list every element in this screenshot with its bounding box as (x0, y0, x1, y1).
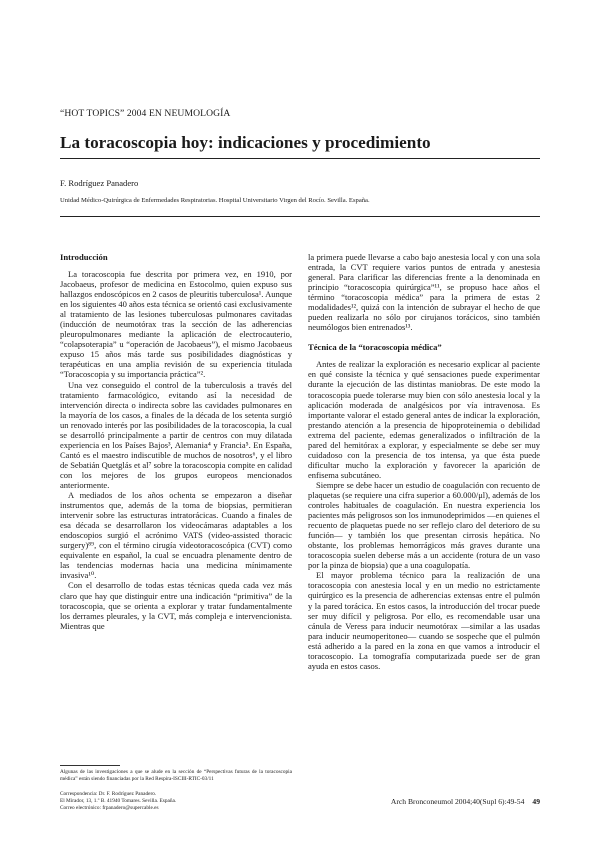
page-number: 49 (532, 797, 540, 806)
right-column (308, 252, 540, 671)
section-heading-introduction: Introducción (60, 252, 108, 262)
paragraph: A mediados de los años ochenta se empezaron a diseñar instrumentos que, además de la toma de biopsias, permitieran intervenir sobre las estructuras intratorácicas. Cuando a finales de esa década se desarrollaron los videocámaras adaptables a los endoscopios surgió el acrónimo VATS (video-assisted thoracic surgery)⁸⁹, con el término cirugía videotoracoscópica (CVT) como equivalente en español, la cual se encuadra plenamente dentro de las tendencias modernas hacia una medicina mínimamente invasiva¹⁰. (60, 490, 292, 581)
funding-footnote: Algunas de las investigaciones a que se alude en la sección de “Perspectivas futuras de la toracoscopia médica” están siendo financiadas por la Red Respira-ISCIII-RTIC-03/11 (60, 769, 292, 782)
correspondence-block (60, 791, 292, 811)
title-rule (60, 158, 540, 159)
paragraph: La toracoscopia fue descrita por primera vez, en 1910, por Jacobaeus, profesor de medicina en Estocolmo, quien expuso sus hallazgos endoscópicos en 2 casos de pleuritis tuberculosa¹. Aunque en los siguientes 40 años esta técnica se orientó casi exclusivamente al tratamiento de las lesiones tuberculosas pulmonares cavitadas (inducción de neumotórax tras la sección de las adherencias pleuropulmonares mediante la aplicación de electrocauterio, “colapsoterapia” u “operación de Jacobaeus”), el mismo Jacobaeus expuso 15 años más tarde sus posibilidades diagnósticas y terapéuticas en una amplia revisión de su experiencia titulada “Toracoscopia y su importancia práctica”². (60, 269, 292, 380)
journal-footer (391, 797, 540, 806)
section-label: “HOT TOPICS” 2004 EN NEUMOLOGÍA (60, 108, 231, 119)
paragraph: Con el desarrollo de todas estas técnicas queda cada vez más claro que hay que distinguir entre una indicación “primitiva” de la toracoscopia, que se orienta a explorar y tratar fundamentalmente los derrames pleurales, y la CVT, más compleja e intervencionista. Mientras que (60, 580, 292, 631)
correspondence-email: Correo electrónico: frpanadero@supercable.es (60, 804, 159, 811)
author-affiliation: Unidad Médico-Quirúrgica de Enfermedades Respiratorias. Hospital Universitario Virgen del Rocío. Sevilla. España. (60, 197, 370, 204)
article-title: La toracoscopia hoy: indicaciones y procedimiento (60, 133, 431, 152)
paragraph: Una vez conseguido el control de la tuberculosis a través del tratamiento farmacológico, evitando así la necesidad de intervención directa o indirecta sobre las cavidades pulmonares en la mayoría de los casos, a finales de la década de los setenta surgió un renovado interés por las posibilidades de la toracoscopia, la cual se desarrolló principalmente a partir de centros con muy dilatada experiencia en los Países Bajos³, Alemania⁴ y Francia⁵. En España, Cantó es el maestro indiscutible de muchos de nosotros⁶, y el libro de Sebatián Quetglás et al⁷ sobre la toracoscopia compite en calidad con los mejores de los grupos europeos mencionados anteriormente. (60, 379, 292, 490)
correspondence-address: El Mirador, 13, 1.º B. 41940 Tomares. Sevilla. España. (60, 797, 177, 804)
correspondence-name: Correspondencia: Dr. F. Rodríguez Panadero. (60, 791, 157, 797)
left-column (60, 252, 292, 631)
journal-citation: Arch Bronconeumol 2004;40(Supl 6):49-54 (390, 797, 525, 806)
header-rule (60, 216, 540, 217)
section-heading-tecnica: Técnica de la “toracoscopia médica” (308, 342, 442, 353)
footnote-rule (60, 765, 120, 766)
paragraph-continuation: la primera puede llevarse a cabo bajo anestesia local y con una sola entrada, la CVT requiere varios puntos de entrada y anestesia general. Para clarificar las diferencias frente a la denominada en principio “toracoscopia quirúrgica”¹¹, se propuso hace años el término “toracoscopia médica” para la primera de estas 2 modalidades¹², quizá con la intención de subrayar el hecho de que pueden realizarla no sólo por cirujanos torácicos, sino también neumólogos bien entrenados¹³. (308, 252, 540, 333)
paragraph: Antes de realizar la exploración es necesario explicar al paciente en qué consiste la técnica y qué sensaciones puede experimentar durante la ejecución de las distintas maniobras. De este modo la toracoscopia puede tolerarse muy bien con sólo anestesia local y la aplicación moderada de analgésicos por vía intravenosa. Es importante valorar el estado general antes de indicar la exploración, prestando atención a la presencia de hipoproteinemia o debilidad extrema del paciente, edemas generalizados o infiltración de la pared del hemitórax a explorar, y especialmente se debe ser muy cuidadoso con la presencia de tos intensa, ya que ésta puede dificultar mucho la exploración y favorecer la aparición de enfisema subcutáneo. (308, 359, 540, 480)
paragraph: El mayor problema técnico para la realización de una toracoscopia con anestesia local y en un medio no estrictamente quirúrgico es la presencia de adherencias extensas entre el pulmón y la pared torácica. En estos casos, la introducción del trocar puede ser muy difícil y peligrosa. Por ello, es recomendable usar una cánula de Veress para inducir neumotórax —similar a las usadas para inducir neumoperitoneo— cuando se sospeche que el pulmón está adherido a la pared en la zona en que vamos a introducir el toracoscopio. La tomografía computarizada puede ser de gran ayuda en estos casos. (308, 570, 540, 671)
paragraph: Siempre se debe hacer un estudio de coagulación con recuento de plaquetas (se requiere una cifra superior a 60.000/μl), además de los controles habituales de coagulación. En nuestra experiencia los pacientes más peligrosos son los inmunodeprimidos —en quienes el recuento de plaquetas puede no ser reflejo claro del deterioro de su función— y también los que presentan cirrosis hepática. No obstante, los problemas hemorrágicos más graves durante una toracoscopia suelen deberse más a un accidente (rotura de un vaso por la pinza de biopsia) que a una coagulopatía. (308, 479, 540, 571)
author-name: F. Rodríguez Panadero (60, 178, 139, 188)
